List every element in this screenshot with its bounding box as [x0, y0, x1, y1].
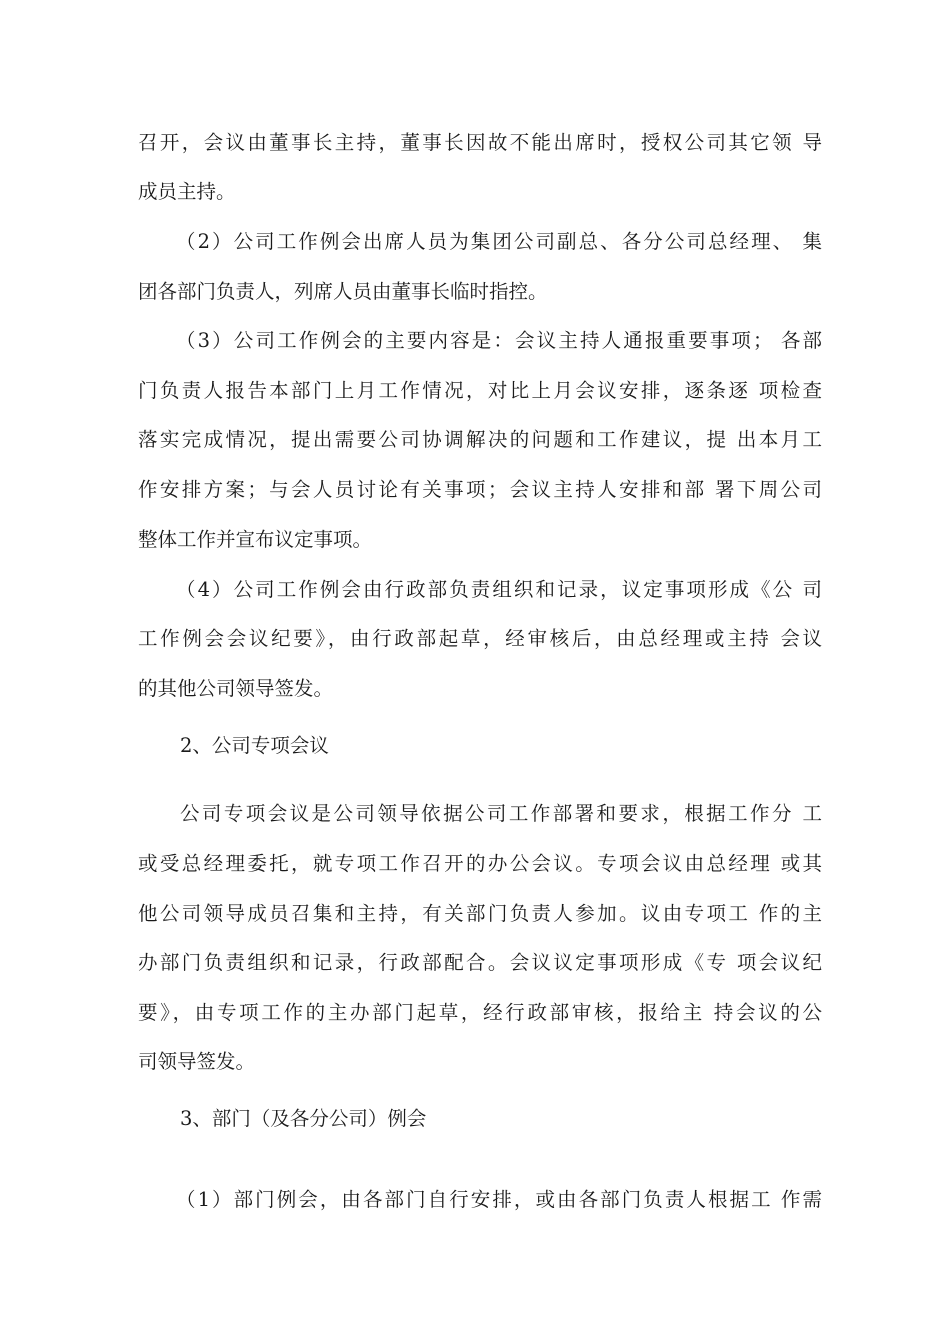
paragraph-line: 召开，会议由董事长主持，董事长因故不能出席时，授权公司其它领 导	[138, 131, 822, 154]
paragraph-line: （3）公司工作例会的主要内容是：会议主持人通报重要事项； 各部	[176, 329, 822, 352]
paragraph-line: 公司专项会议是公司领导依据公司工作部署和要求，根据工作分 工	[180, 802, 822, 825]
paragraph-line: （2）公司工作例会出席人员为集团公司副总、各分公司总经理、 集	[176, 230, 822, 253]
paragraph-line: 整体工作并宣布议定事项。	[138, 528, 373, 551]
section-heading: 3、部门（及各分公司）例会	[180, 1107, 427, 1130]
paragraph-line: 落实完成情况，提出需要公司协调解决的问题和工作建议，提 出本月工	[138, 428, 822, 451]
paragraph-line: 的其他公司领导签发。	[138, 677, 334, 700]
paragraph-line: （1）部门例会，由各部门自行安排，或由各部门负责人根据工 作需	[176, 1188, 822, 1211]
paragraph-line: 工作例会会议纪要》，由行政部起草，经审核后，由总经理或主持 会议	[138, 627, 822, 650]
paragraph-line: 团各部门负责人，列席人员由董事长临时指控。	[138, 280, 548, 303]
paragraph-line: 门负责人报告本部门上月工作情况，对比上月会议安排，逐条逐 项检查	[138, 379, 822, 402]
paragraph-line: 他公司领导成员召集和主持，有关部门负责人参加。议由专项工 作的主	[138, 902, 822, 925]
paragraph-line: 成员主持。	[138, 180, 236, 203]
paragraph-line: 或受总经理委托，就专项工作召开的办公会议。专项会议由总经理 或其	[138, 852, 822, 875]
paragraph-line: 要》，由专项工作的主办部门起草，经行政部审核，报给主 持会议的公	[138, 1001, 822, 1024]
section-heading: 2、公司专项会议	[180, 734, 329, 757]
paragraph-line: （4）公司工作例会由行政部负责组织和记录，议定事项形成《公 司	[176, 578, 822, 601]
paragraph-line: 作安排方案；与会人员讨论有关事项；会议主持人安排和部 署下周公司	[138, 478, 822, 501]
paragraph-line: 办部门负责组织和记录，行政部配合。会议议定事项形成《专 项会议纪	[138, 951, 822, 974]
paragraph-line: 司领导签发。	[138, 1050, 256, 1073]
